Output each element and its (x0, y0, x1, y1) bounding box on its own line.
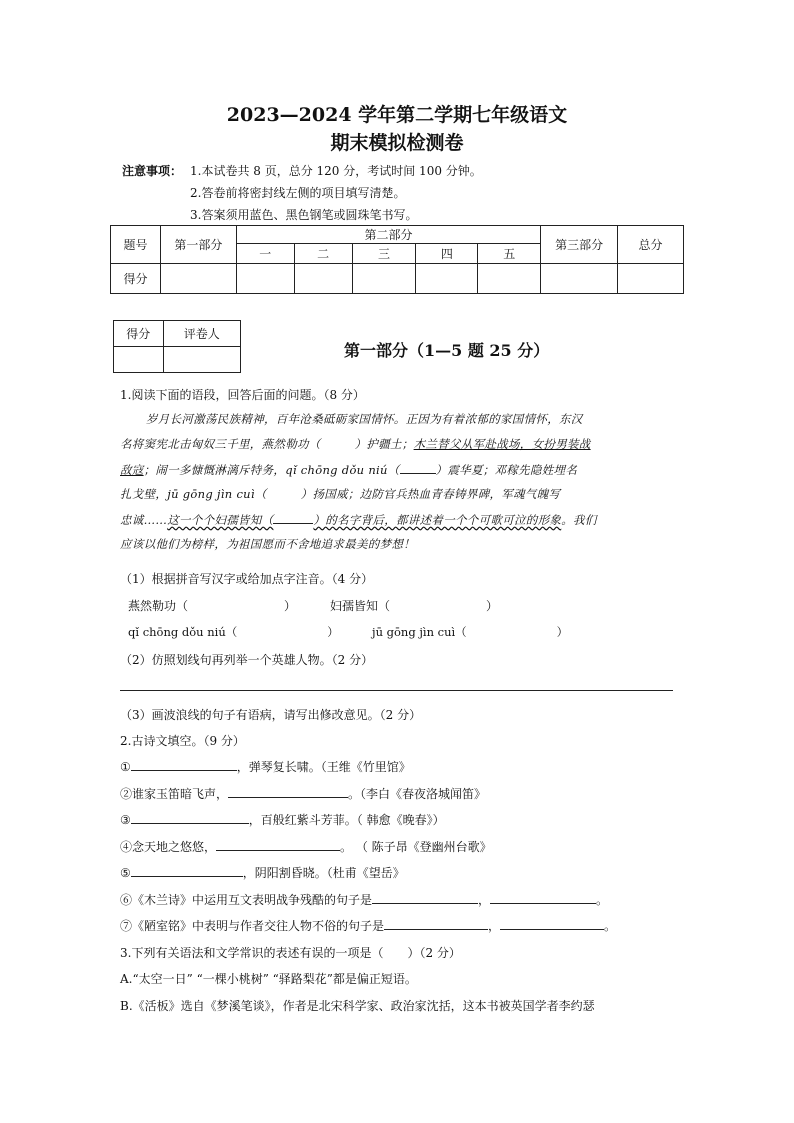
score-table-score-label: 得分 (111, 264, 161, 294)
q2-line4-suffix: 。 （ 陈子昂《登幽州台歌》 (340, 840, 492, 854)
q2-blank-7b[interactable] (500, 917, 604, 930)
q1-para-line2-a: 名将窦宪北击匈奴三千里，燕然勒功（ (120, 437, 321, 451)
q2-line6 (120, 891, 608, 908)
score-table-header-part1: 第一部分 (160, 226, 236, 264)
q1-sub1-item-c-close: ） (327, 625, 339, 639)
score-table-header-total: 总分 (618, 226, 684, 264)
score-table-header-part2: 第二部分 (236, 226, 540, 244)
q1-para-line6: 应该以他们为榜样，为祖国愿而不舍地追求最美的梦想！ (120, 537, 415, 551)
q2-line7-comma: ， (488, 919, 501, 933)
q1-para-line5-d: 。我们 (561, 513, 597, 527)
score-cell-part3[interactable] (541, 264, 618, 294)
q2-line2-text: ②谁家玉笛暗飞声， (120, 787, 229, 801)
score-table-sub-4: 四 (416, 244, 478, 264)
grader-box-grader-label: 评卷人 (163, 321, 240, 347)
q1-para-line3 (120, 461, 577, 478)
notes-label: 注意事项： (122, 164, 183, 178)
score-cell-sub5[interactable] (478, 264, 541, 294)
q2-blank-6b[interactable] (490, 891, 596, 904)
score-table-header-question: 题号 (111, 226, 161, 264)
grader-box (113, 320, 241, 373)
q1-sub1-item-d-label: jū gōng jìn cuì（ (372, 625, 467, 639)
q1-inline-blank-2[interactable] (273, 511, 313, 524)
q1-para-line4 (120, 486, 560, 502)
q2-line1 (120, 758, 411, 775)
q2-line1-text: ，弹琴复长啸。（王维《竹里馆》 (236, 760, 411, 774)
q1-stem: 1.阅读下面的语段，回答后面的问题。（8 分） (120, 388, 365, 402)
grader-box-grader-cell[interactable] (163, 347, 240, 373)
section1-title: 第一部分（1—5 题 25 分） (344, 341, 550, 360)
q1-para-line4-a: 扎戈壁，jū gōng jìn cuì（ (120, 487, 267, 501)
q1-sub1-item-a-close: ） (284, 599, 297, 613)
q1-sub1-item-b-close: ） (486, 599, 499, 613)
q1-sub1-item-d-close: ） (556, 625, 569, 639)
score-table (110, 225, 684, 294)
score-cell-sub1[interactable] (236, 264, 294, 294)
q2-line7 (120, 917, 616, 934)
q2-blank-1[interactable] (131, 758, 237, 771)
notes-item-1: 1.本试卷共 8 页，总分 120 分，考试时间 100 分钟。 (190, 164, 482, 178)
q2-line2-suffix: 。（李白《春夜洛城闻笛》 (348, 787, 487, 801)
q2-blank-7a[interactable] (384, 917, 488, 930)
q1-para-line4-b: ）扬国威；边防官兵热血青春铸界碑，军魂气魄写 (300, 487, 561, 501)
q2-line3-text: ，百般红紫斗芳菲。（ 韩愈《晚春》） (248, 813, 445, 827)
grader-box-score-cell[interactable] (114, 347, 164, 373)
q1-para-line3-c: ）震华夏；邓稼先隐姓埋名 (435, 463, 578, 477)
q1-sub1-item-c (128, 624, 339, 640)
score-table-header-part3: 第三部分 (541, 226, 618, 264)
q1-sub1-item-c-label: qǐ chōng dǒu niú（ (128, 625, 238, 639)
score-table-sub-2: 二 (294, 244, 352, 264)
q1-para-line5 (120, 511, 597, 528)
q2-line6-text: ⑥《木兰诗》中运用互文表明战争残酷的句子是 (120, 893, 373, 907)
q3-option-a: A.“太空一日” “一棵小桃树” “驿路梨花”都是偏正短语。 (120, 972, 417, 986)
score-cell-sub4[interactable] (416, 264, 478, 294)
q1-para-line3-b: ；闹一多慷慨淋漓斥特务，qǐ chōng dǒu niú（ (143, 463, 400, 477)
q3-stem: 3.下列有关语法和文学常识的表述有误的一项是（ ）（2 分） (120, 946, 461, 960)
score-table-sub-1: 一 (236, 244, 294, 264)
score-cell-sub3[interactable] (352, 264, 416, 294)
q1-sub1-item-a-label: 燕然勒功（ (128, 599, 189, 613)
q2-line3-prefix: ③ (120, 813, 131, 827)
q1-sub2-answer-line[interactable] (120, 690, 673, 691)
q2-line1-prefix: ① (120, 760, 131, 774)
q2-blank-4[interactable] (216, 838, 340, 851)
q2-blank-6a[interactable] (372, 891, 478, 904)
q1-sub3: （3）画波浪线的句子有语病，请写出修改意见。（2 分） (120, 708, 422, 722)
q1-wavy-sentence-a: 这一个个妇孺皆知（ (167, 513, 274, 527)
q1-para-line2-b: ）护疆土； (354, 437, 414, 451)
q1-sub1-item-b (330, 597, 498, 614)
q2-line2 (120, 785, 486, 802)
q2-line7-period: 。 (604, 919, 617, 933)
score-cell-part1[interactable] (160, 264, 236, 294)
q1-wavy-sentence-b: ）的名字背后，都讲述着一个个可歌可泣的形象 (313, 513, 562, 527)
grader-box-score-label: 得分 (114, 321, 164, 347)
q2-line5-prefix: ⑤ (120, 866, 131, 880)
q3-option-b: B.《活板》选自《梦溪笔谈》，作者是北宋科学家、政治家沈括，这本书被英国学者李约瑟 (120, 999, 595, 1013)
score-cell-total[interactable] (618, 264, 684, 294)
q2-line7-text: ⑦《陋室铭》中表明与作者交往人物不俗的句子是 (120, 919, 385, 933)
score-table-sub-5: 五 (478, 244, 541, 264)
q2-line3 (120, 811, 445, 828)
score-table-sub-3: 三 (352, 244, 416, 264)
q2-line6-period: 。 (596, 893, 609, 907)
q2-line5 (120, 864, 405, 881)
q2-stem: 2.古诗文填空。（9 分） (120, 734, 245, 748)
q1-sub1: （1）根据拼音写汉字或给加点字注音。（4 分） (120, 572, 374, 586)
q2-line6-comma: ， (478, 893, 491, 907)
q2-blank-5[interactable] (131, 864, 243, 877)
q2-line4-text: ④念天地之悠悠， (120, 840, 217, 854)
q1-underlined-sentence-end: 敌寇 (120, 463, 144, 477)
q2-blank-2[interactable] (228, 785, 348, 798)
q1-para-line1: 岁月长河激荡民族精神，百年沧桑砥砺家国情怀。正因为有着浓郁的家国情怀，东汉 (146, 412, 583, 426)
q1-sub1-item-a (128, 597, 296, 614)
exam-title-line1: 2023—2024 学年第二学期七年级语文 (226, 104, 568, 126)
q1-para-line2 (120, 436, 591, 452)
q1-inline-blank-1[interactable] (400, 461, 436, 474)
q1-para-line5-a: 忠诚…… (120, 513, 168, 527)
q1-sub1-item-b-label: 妇孺皆知（ (330, 599, 391, 613)
score-cell-sub2[interactable] (294, 264, 352, 294)
q1-sub1-item-d (372, 624, 568, 640)
q1-sub2: （2）仿照划线句再列举一个英雄人物。（2 分） (120, 653, 374, 667)
exam-title-line2: 期末模拟检测卷 (330, 132, 464, 154)
q2-line4 (120, 838, 492, 855)
q2-line5-text: ，阴阳割昏晓。（杜甫《望岳》 (242, 866, 405, 880)
notes-item-2: 2.答卷前将密封线左侧的项目填写清楚。 (190, 186, 406, 200)
q1-underlined-sentence: 木兰替父从军赴战场，女扮男装战 (413, 437, 591, 451)
q2-blank-3[interactable] (131, 811, 249, 824)
notes-item-3: 3.答案须用蓝色、黑色钢笔或圆珠笔书写。 (190, 208, 418, 222)
